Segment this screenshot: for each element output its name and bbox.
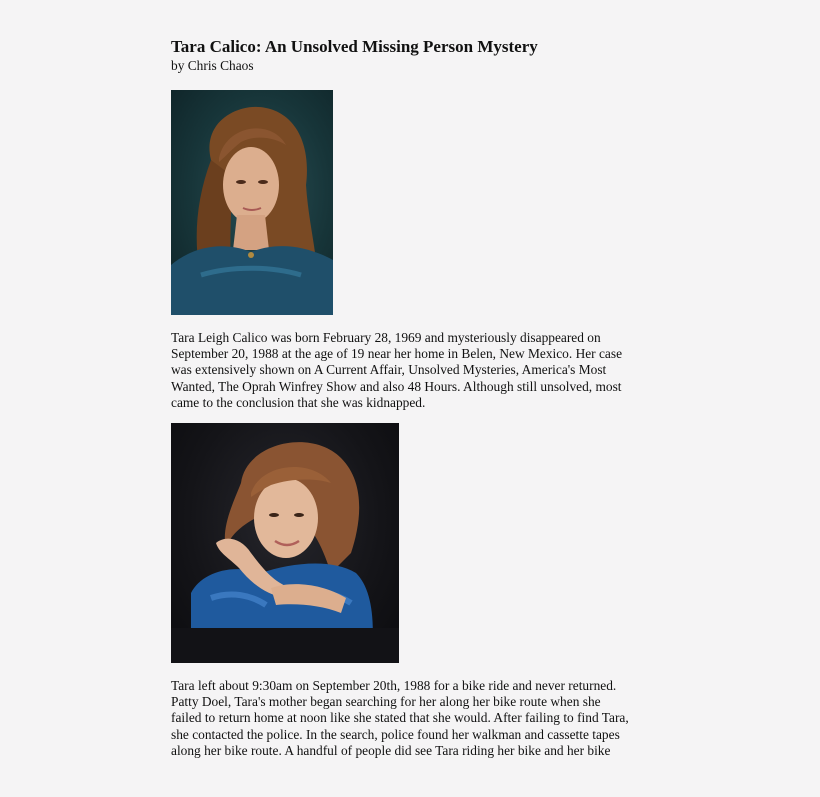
article-title: Tara Calico: An Unsolved Missing Person Mystery bbox=[171, 37, 538, 56]
paragraph-line: along her bike route. A handful of people did see Tara riding her bike and her bike bbox=[171, 742, 611, 758]
article-byline: by Chris Chaos bbox=[171, 58, 254, 73]
paragraph-line: failed to return home at noon like she stated that she would. After failing to find Tara, bbox=[171, 710, 629, 726]
paragraph-line: she contacted the police. In the search, police found her walkman and cassette tapes bbox=[171, 726, 620, 742]
paragraph-line: Patty Doel, Tara's mother began searching for her along her bike route when she bbox=[171, 694, 601, 710]
paragraph-2 bbox=[171, 678, 629, 759]
paragraph-line: September 20, 1988 at the age of 19 near her home in Belen, New Mexico. Her case bbox=[171, 346, 623, 362]
paragraph-line: was extensively shown on A Current Affair, Unsolved Mysteries, America's Most bbox=[171, 362, 607, 378]
portrait-photo bbox=[171, 423, 399, 663]
portrait-photo bbox=[171, 90, 333, 315]
paragraph-line: came to the conclusion that she was kidnapped. bbox=[171, 394, 426, 410]
paragraph-line: Tara left about 9:30am on September 20th, 1988 for a bike ride and never returned. bbox=[171, 678, 617, 693]
paragraph-line: Wanted, The Oprah Winfrey Show and also 48 Hours. Although still unsolved, most bbox=[171, 378, 622, 394]
paragraph-1 bbox=[171, 330, 622, 411]
paragraph-line: Tara Leigh Calico was born February 28, 1969 and mysteriously disappeared on bbox=[171, 330, 601, 345]
